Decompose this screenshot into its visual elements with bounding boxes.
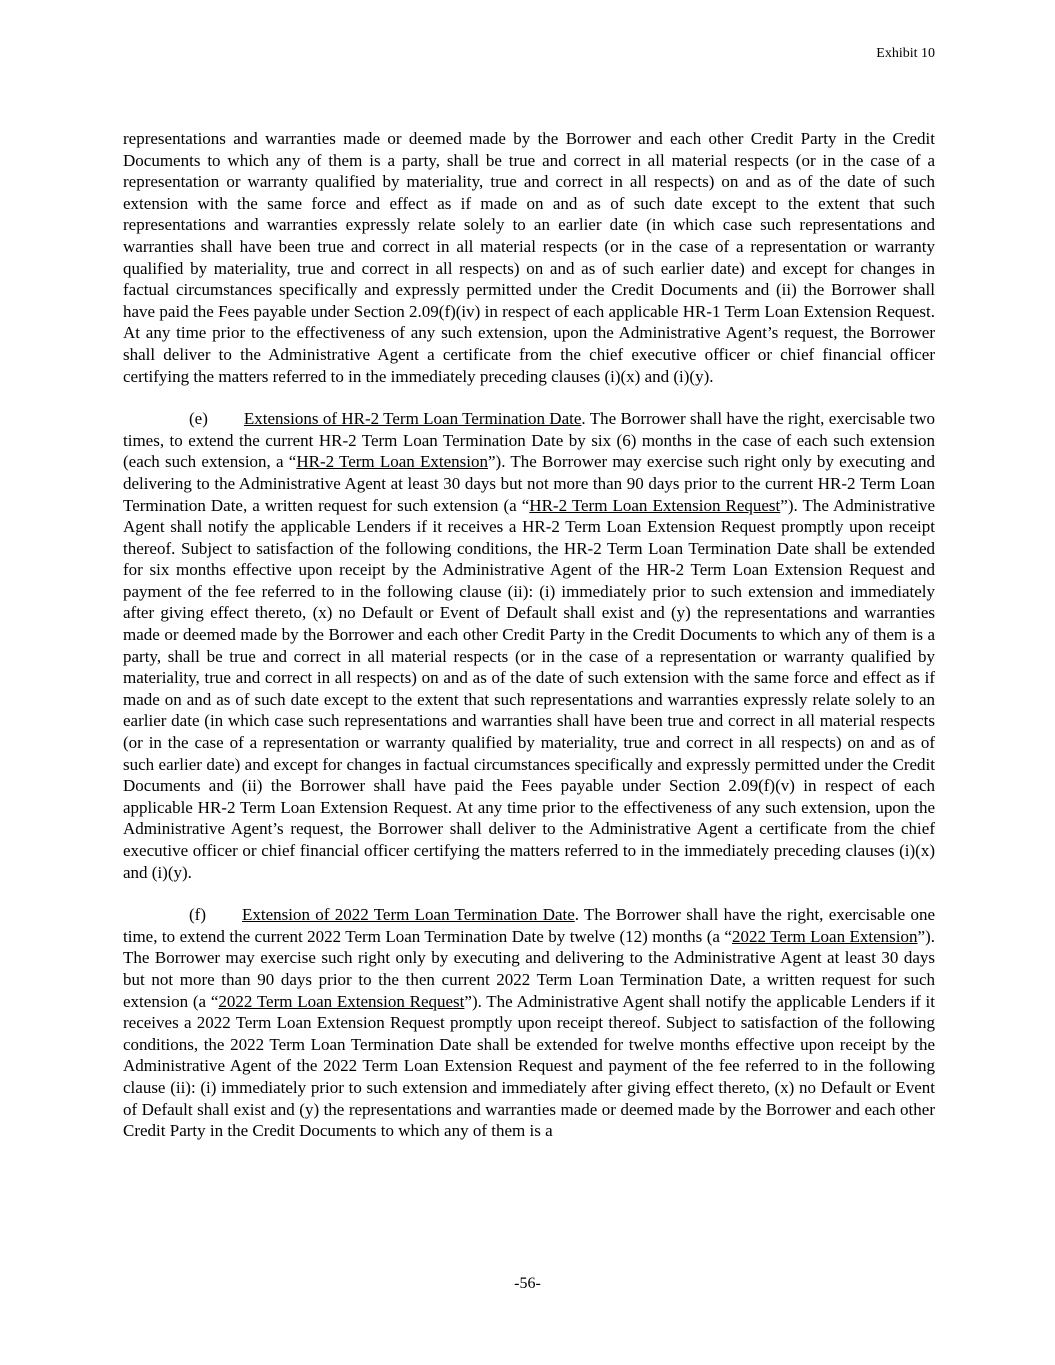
text-run: . The Borrower shall have the right, exercisable two times, to extend the current HR-2 Term Loan Termination Date by six (6) months in the case of each such extension (each such extension, a “ (123, 409, 936, 472)
text-run: (e) (189, 409, 208, 429)
defined-term: 2022 Term Loan Extension (731, 926, 918, 946)
paragraph-e (123, 408, 935, 883)
page-number: -56- (514, 1275, 541, 1292)
defined-term: HR-2 Term Loan Extension Request (529, 495, 781, 515)
text-run: ”). The Borrower may exercise such right only by executing and delivering to the Administrative Agent at least 30 days but not more than 90 days prior to the current HR-2 Term Loan Termination Date, a written request for such extension (a “ (123, 452, 935, 515)
paragraph-continuation (123, 128, 935, 387)
defined-term: Extension of 2022 Term Loan Termination Date (241, 905, 575, 925)
defined-term: HR-2 Term Loan Extension (296, 452, 489, 472)
text-run: ”). The Administrative Agent shall notify the applicable Lenders if it receives a 2022 Term Loan Extension Request promptly upon receipt thereof. Subject to satisfaction of the following conditions, the 2022 Term Loan Termination Date shall be extended for twelve months effective upon receipt by the Administrative Agent of the 2022 Term Loan Extension Request and payment of the fee referred to in the following clause (ii): (i) immediately prior to such extension and immediately after giving effect thereto, (x) no Default or Event of Default shall exist and (y) the representations and warranties made or deemed made by the Borrower and each other Credit Party in the Credit Documents to which any of them is a (123, 991, 936, 1141)
document-body (123, 128, 935, 1142)
exhibit-label: Exhibit 10 (876, 46, 935, 61)
text-run: ”). The Borrower may exercise such right only by executing and delivering to the Administrative Agent at least 30 days but not more than 90 days prior to the then current 2022 Term Loan Termination Date, a written request for such extension (a “ (123, 926, 935, 1011)
text-run: (f) (189, 905, 206, 925)
text-run: . The Borrower shall have the right, exercisable one time, to extend the current 2022 Term Loan Termination Date by twelve (12) months (a “ (123, 905, 935, 946)
text-run: ”). The Administrative Agent shall notify the applicable Lenders if it receives a HR-2 Term Loan Extension Request promptly upon receipt thereof. Subject to satisfaction of the following conditions, the HR-2 Term Loan Termination Date shall be extended for six months effective upon receipt by the Administrative Agent of the HR-2 Term Loan Extension Request and payment of the fee referred to in the following clause (ii): (i) immediately prior to such extension and immediately after giving effect thereto, (x) no Default or Event of Default shall exist and (y) the representations and warranties made or deemed made by the Borrower and each other Credit Party in the Credit Documents to which any of them is a party, shall be true and correct in all material respects (or in the case of a representation or warranty qualified by materiality, true and correct in all respects) on and as of the date of such extension with the same force and effect as if made on and as of such date except to the extent that such representations and warranties expressly relate solely to an earlier date (in which case such representations and warranties shall have been true and correct in all material respects (or in the case of a representation or warranty qualified by materiality, true and correct in all respects) on and as of such earlier date) and except for changes in factual circumstances specifically and expressly permitted under the Credit Documents and (ii) the Borrower shall have paid the Fees payable under Section 2.09(f)(v) in respect of each applicable HR-2 Term Loan Extension Request. At any time prior to the effectiveness of any such extension, upon the Administrative Agent’s request, the Borrower shall deliver to the Administrative Agent a certificate from the chief executive officer or chief financial officer certifying the matters referred to in the immediately preceding clauses (i)(x) and (i)(y). (123, 495, 935, 882)
paragraph-f (123, 904, 935, 1142)
defined-term: Extensions of HR-2 Term Loan Termination Date (243, 409, 582, 429)
text-run: representations and warranties made or deemed made by the Borrower and each other Credit Party in the Credit Documents to which any of them is a party, shall be true and correct in all material respects (or in the case of a representation or warranty qualified by materiality, true and correct in all respects) on and as of the date of such extension with the same force and effect as if made on and as of such date except to the extent that such representations and warranties expressly relate solely to an earlier date (in which case such representations and warranties shall have been true and correct in all material respects (or in the case of a representation or warranty qualified by materiality, true and correct in all respects) on and as of such earlier date) and except for changes in factual circumstances specifically and expressly permitted under the Credit Documents and (ii) the Borrower shall have paid the Fees payable under Section 2.09(f)(iv) in respect of each applicable HR-1 Term Loan Extension Request. At any time prior to the effectiveness of any such extension, upon the Administrative Agent’s request, the Borrower shall deliver to the Administrative Agent a certificate from the chief executive officer or chief financial officer certifying the matters referred to in the immediately preceding clauses (i)(x) and (i)(y). (123, 129, 935, 386)
defined-term: 2022 Term Loan Extension Request (218, 991, 465, 1011)
